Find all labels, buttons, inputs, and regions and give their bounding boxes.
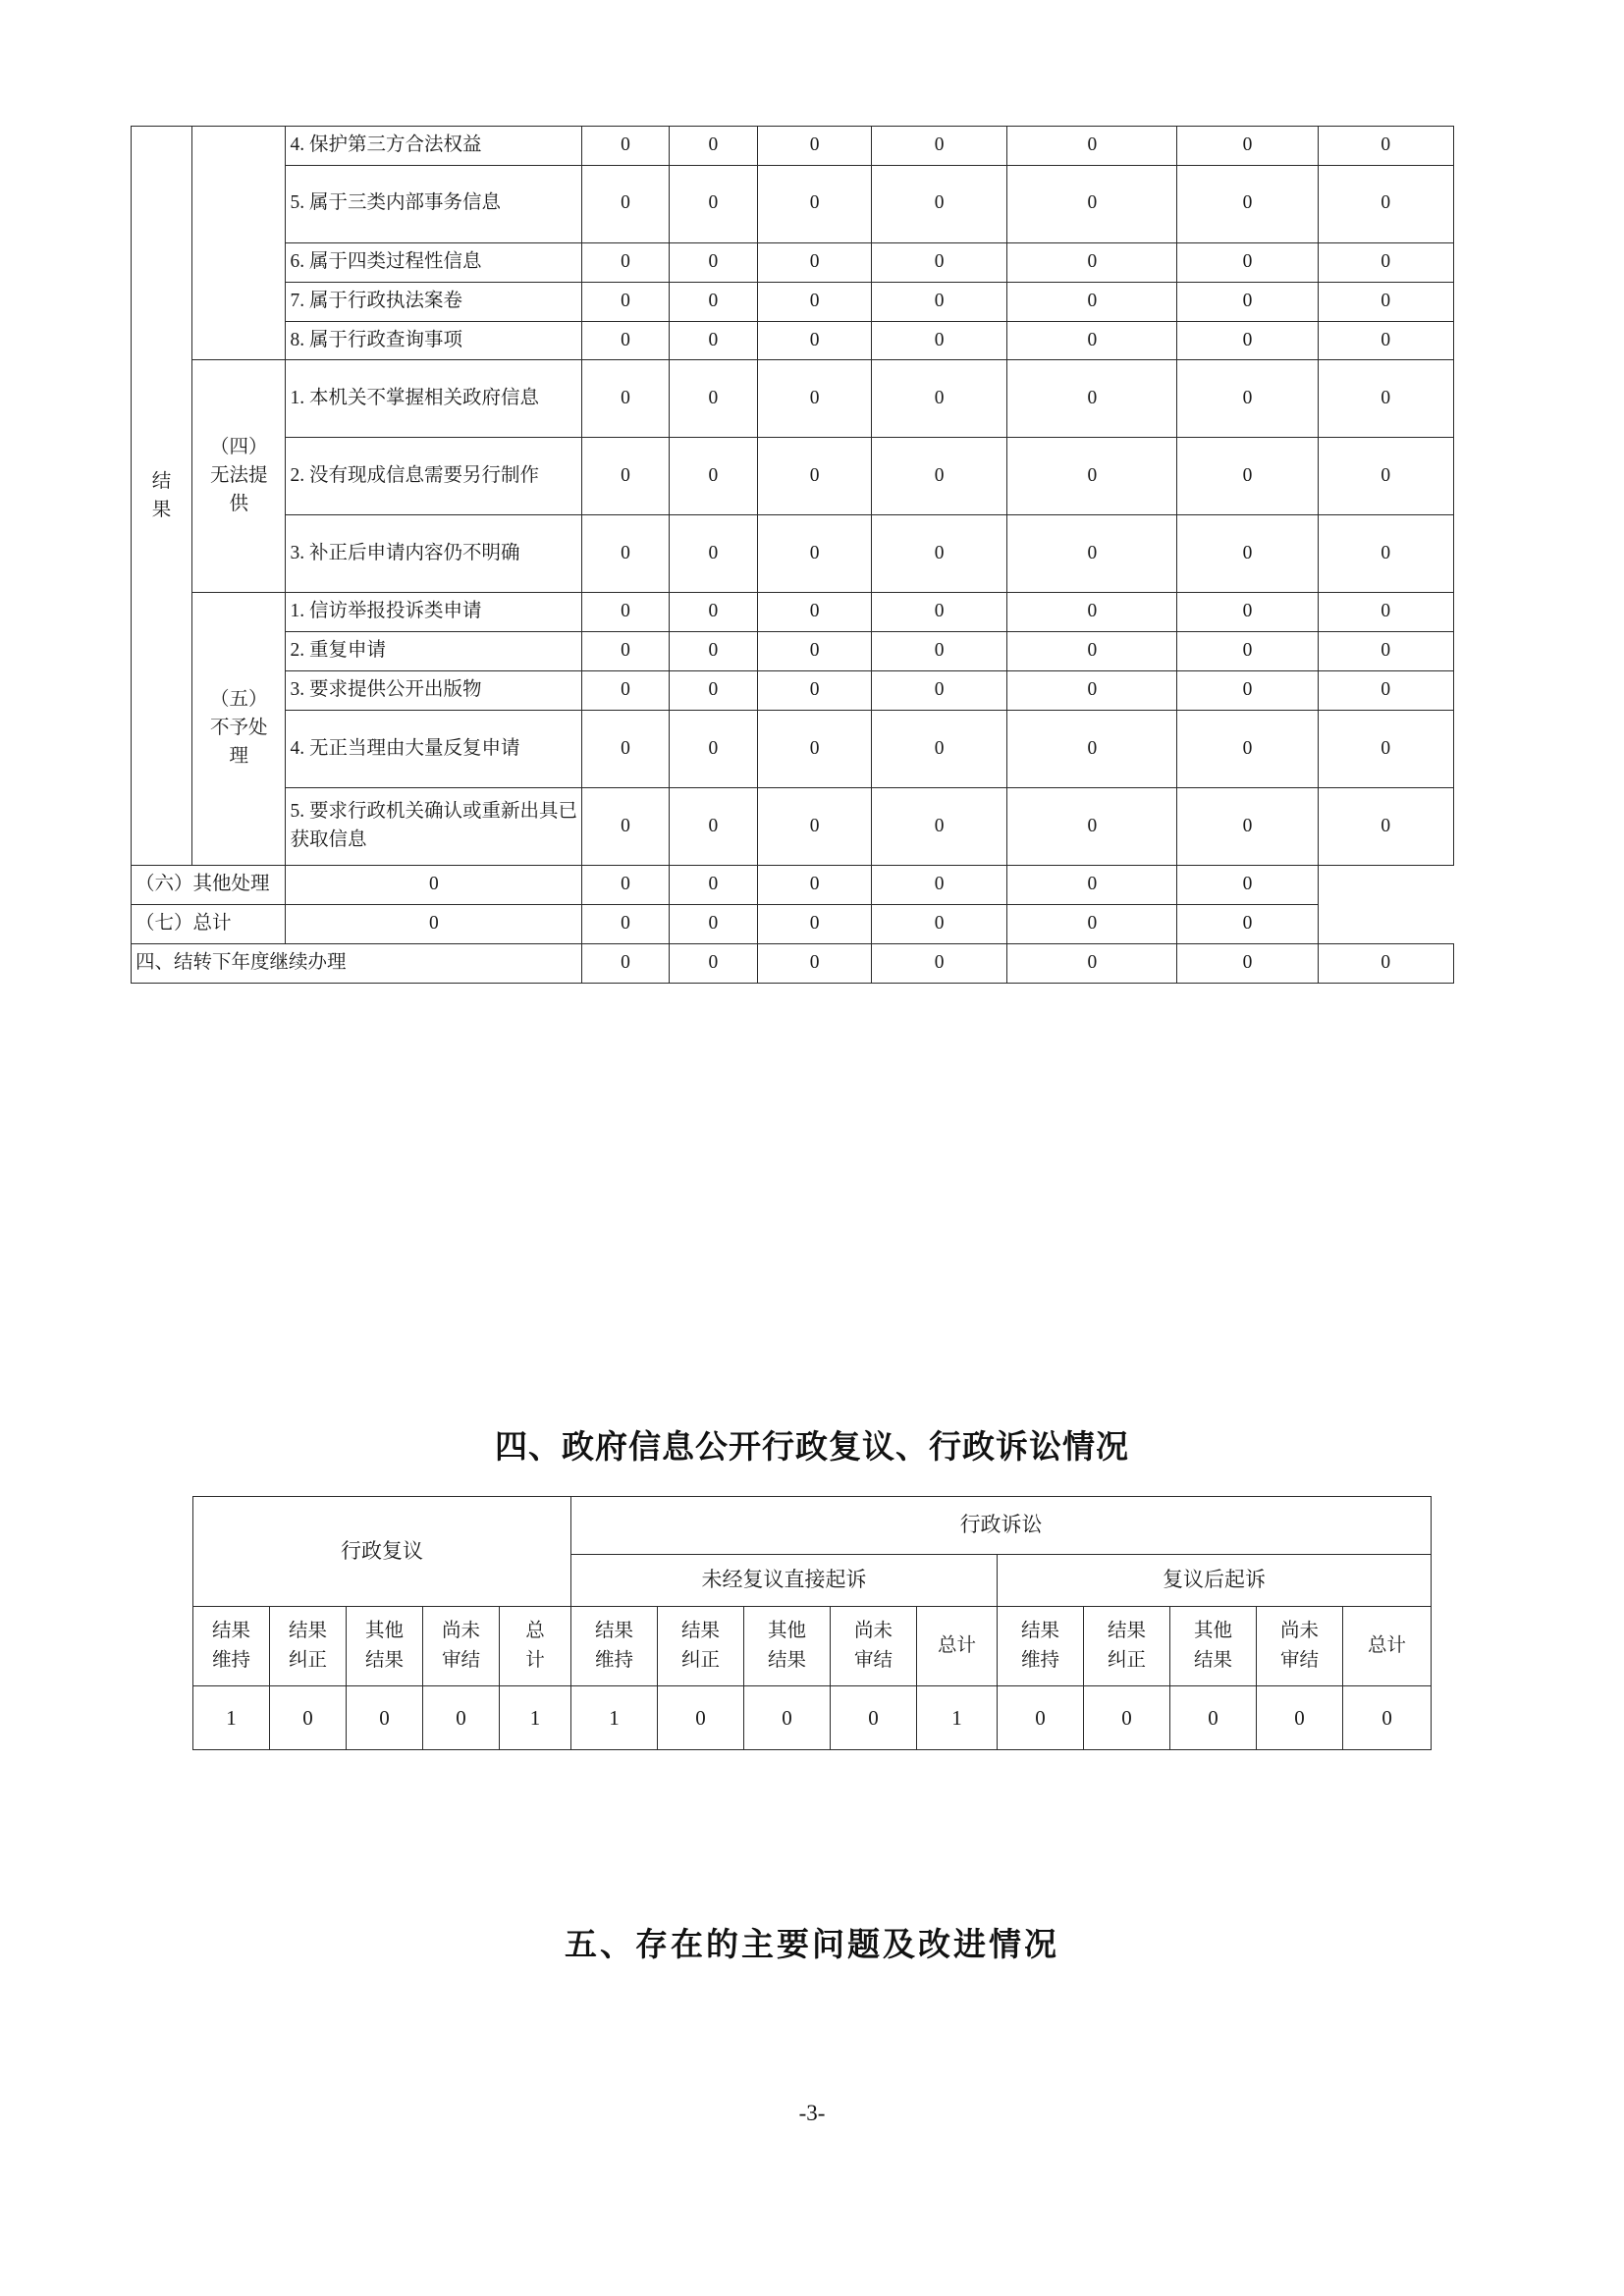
cell-value: 0 [871, 632, 1006, 671]
cell-value: 0 [1007, 360, 1177, 438]
header-line-2: 维持 [211, 1650, 250, 1672]
cell-value: 0 [871, 671, 1006, 711]
cell-value: 0 [1007, 242, 1177, 282]
cell-value: 0 [1177, 438, 1318, 515]
cell-value: 0 [1007, 515, 1177, 593]
group-label-not-processed [192, 593, 286, 866]
cell-value: 0 [1007, 438, 1177, 515]
table-row [132, 438, 1454, 515]
value-direct-upheld: 1 [571, 1686, 658, 1750]
col-header-direct-total: 总计 [917, 1607, 998, 1686]
header-line-2: 纠正 [1108, 1650, 1147, 1672]
group-label-unable-to-provide [192, 360, 286, 593]
cell-value: 0 [1318, 321, 1453, 360]
item-label: 5. 属于三类内部事务信息 [286, 165, 582, 242]
cell-value: 0 [1007, 788, 1177, 866]
cell-value: 0 [1177, 127, 1318, 166]
cell-value: 0 [582, 943, 669, 983]
table-header-row-groups [193, 1497, 1432, 1555]
col-header-after-pending [1257, 1607, 1343, 1686]
cell-value: 0 [1318, 242, 1453, 282]
cell-value: 0 [1007, 282, 1177, 321]
cell-value: 0 [758, 127, 872, 166]
cell-value: 0 [1318, 593, 1453, 632]
cell-value: 0 [669, 632, 758, 671]
cell-value: 0 [1177, 943, 1318, 983]
cell-value: 0 [871, 165, 1006, 242]
col-header-direct-upheld [571, 1607, 658, 1686]
cell-value: 0 [1177, 515, 1318, 593]
cell-value: 0 [758, 242, 872, 282]
cell-value: 0 [871, 593, 1006, 632]
header-line-2: 维持 [1021, 1650, 1060, 1672]
cell-value: 0 [758, 904, 872, 943]
col-header-after-other [1170, 1607, 1257, 1686]
result-vertical-label [132, 127, 192, 866]
value-after-upheld: 0 [998, 1686, 1084, 1750]
col-header-after-corrected [1084, 1607, 1170, 1686]
cell-value: 0 [1177, 866, 1318, 905]
cell-value: 0 [582, 788, 669, 866]
cell-value: 0 [1318, 671, 1453, 711]
value-reconsideration-total: 1 [500, 1686, 571, 1750]
header-line-2: 纠正 [288, 1650, 327, 1672]
cell-value: 0 [1007, 593, 1177, 632]
cell-value: 0 [871, 515, 1006, 593]
item-label: 1. 信访举报投诉类申请 [286, 593, 582, 632]
cell-value: 0 [871, 360, 1006, 438]
header-line-2: 维持 [595, 1650, 634, 1672]
cell-value: 0 [871, 438, 1006, 515]
item-label: 1. 本机关不掌握相关政府信息 [286, 360, 582, 438]
reconsideration-litigation-table [192, 1496, 1432, 1750]
cell-value: 0 [582, 904, 669, 943]
item-label: 6. 属于四类过程性信息 [286, 242, 582, 282]
value-after-pending: 0 [1257, 1686, 1343, 1750]
section-five-heading: 五、存在的主要问题及改进情况 [565, 1925, 1059, 1963]
table-row [132, 711, 1454, 788]
header-line-2: 审结 [854, 1650, 893, 1672]
cell-value: 0 [582, 866, 669, 905]
header-line-1: 结果 [288, 1621, 327, 1641]
cell-value: 0 [1007, 165, 1177, 242]
table-row [132, 360, 1454, 438]
table-value-row [193, 1686, 1432, 1750]
total-label: （七）总计 [132, 904, 286, 943]
cell-value: 0 [871, 943, 1006, 983]
item-label: 5. 要求行政机关确认或重新出具已获取信息 [286, 788, 582, 866]
table-row [132, 515, 1454, 593]
item-label: 2. 没有现成信息需要另行制作 [286, 438, 582, 515]
item-label: 3. 要求提供公开出版物 [286, 671, 582, 711]
result-label-char-2: 果 [151, 500, 172, 520]
cell-value: 0 [582, 321, 669, 360]
cell-value: 0 [1318, 632, 1453, 671]
cell-value: 0 [1177, 904, 1318, 943]
value-direct-corrected: 0 [658, 1686, 744, 1750]
table-row [132, 632, 1454, 671]
value-direct-total: 1 [917, 1686, 998, 1750]
cell-value: 0 [1318, 515, 1453, 593]
col-header-direct-other [744, 1607, 831, 1686]
header-line-2: 纠正 [681, 1650, 721, 1672]
cell-value: 0 [669, 127, 758, 166]
cell-value: 0 [871, 788, 1006, 866]
item-label: 2. 重复申请 [286, 632, 582, 671]
cell-value: 0 [582, 515, 669, 593]
cell-value: 0 [669, 866, 758, 905]
cell-value: 0 [1177, 711, 1318, 788]
group-label-line-3: 供 [229, 493, 248, 514]
header-line-1: 总 [525, 1621, 545, 1641]
col-header-reconsideration-upheld [193, 1607, 270, 1686]
cell-value: 0 [758, 788, 872, 866]
cell-value: 0 [758, 632, 872, 671]
cell-value: 0 [669, 515, 758, 593]
cell-value: 0 [582, 282, 669, 321]
subgroup-header-direct-litigation: 未经复议直接起诉 [571, 1555, 998, 1607]
item-label: 3. 补正后申请内容仍不明确 [286, 515, 582, 593]
cell-value: 0 [1318, 127, 1453, 166]
cell-value: 0 [1007, 711, 1177, 788]
cell-value: 0 [1007, 671, 1177, 711]
result-label-char-1: 结 [151, 470, 172, 492]
header-line-2: 审结 [441, 1650, 480, 1672]
header-line-1: 结果 [1108, 1621, 1147, 1641]
page-number: -3- [798, 2101, 826, 2125]
cell-value: 0 [669, 165, 758, 242]
table-header-row-columns [193, 1607, 1432, 1686]
cell-value: 0 [669, 671, 758, 711]
value-reconsideration-corrected: 0 [270, 1686, 347, 1750]
cell-value: 0 [758, 321, 872, 360]
cell-value: 0 [669, 711, 758, 788]
cell-value: 0 [1318, 165, 1453, 242]
col-header-reconsideration-pending [423, 1607, 500, 1686]
cell-value: 0 [758, 711, 872, 788]
section-four-heading: 四、政府信息公开行政复议、行政诉讼情况 [495, 1427, 1129, 1466]
cell-value: 0 [1177, 593, 1318, 632]
cell-value: 0 [1318, 943, 1453, 983]
cell-value: 0 [1007, 127, 1177, 166]
cell-value: 0 [669, 593, 758, 632]
header-line-2: 审结 [1280, 1650, 1320, 1672]
cell-value: 0 [1318, 711, 1453, 788]
cell-value: 0 [871, 127, 1006, 166]
cell-value: 0 [758, 593, 872, 632]
item-label: 4. 保护第三方合法权益 [286, 127, 582, 166]
cell-value: 0 [758, 515, 872, 593]
cell-value: 0 [1007, 321, 1177, 360]
cell-value: 0 [582, 242, 669, 282]
group-label-line-1: （四） [209, 437, 268, 458]
cell-value: 0 [669, 282, 758, 321]
subgroup-header-litigation-after-reconsideration: 复议后起诉 [998, 1555, 1432, 1607]
other-handling-label: （六）其他处理 [132, 866, 286, 905]
group-header-administrative-reconsideration: 行政复议 [193, 1497, 571, 1607]
cell-value: 0 [758, 165, 872, 242]
item-label: 7. 属于行政执法案卷 [286, 282, 582, 321]
cell-value: 0 [1007, 866, 1177, 905]
cell-value: 0 [1177, 360, 1318, 438]
col-header-after-upheld [998, 1607, 1084, 1686]
table-row [132, 282, 1454, 321]
cell-value: 0 [582, 438, 669, 515]
header-line-1: 其他 [364, 1621, 404, 1641]
cell-value: 0 [669, 360, 758, 438]
cell-value: 0 [1318, 788, 1453, 866]
col-header-reconsideration-other [347, 1607, 423, 1686]
carry-forward-label: 四、结转下年度继续办理 [132, 943, 582, 983]
cell-value: 0 [1318, 360, 1453, 438]
group-label-line-2: 不予处 [209, 718, 268, 739]
cell-value: 0 [669, 788, 758, 866]
cell-value: 0 [669, 438, 758, 515]
cell-value: 0 [582, 671, 669, 711]
group-label-line-2: 无法提 [209, 465, 268, 486]
value-reconsideration-upheld: 1 [193, 1686, 270, 1750]
value-after-corrected: 0 [1084, 1686, 1170, 1750]
cell-value: 0 [1177, 282, 1318, 321]
col-header-after-total: 总计 [1343, 1607, 1432, 1686]
header-line-1: 结果 [681, 1621, 721, 1641]
header-line-2: 计 [525, 1650, 545, 1672]
table-row [132, 242, 1454, 282]
header-line-2: 结果 [768, 1650, 807, 1672]
value-direct-pending: 0 [831, 1686, 917, 1750]
table-row-total [132, 904, 1454, 943]
cell-value: 0 [758, 866, 872, 905]
table-row [132, 165, 1454, 242]
cell-value: 0 [871, 866, 1006, 905]
group-header-administrative-litigation: 行政诉讼 [571, 1497, 1432, 1555]
table-row-carry-forward [132, 943, 1454, 983]
header-line-1: 尚未 [441, 1621, 480, 1641]
group-label-line-3: 理 [229, 746, 248, 768]
cell-value: 0 [1177, 788, 1318, 866]
value-after-total: 0 [1343, 1686, 1432, 1750]
value-reconsideration-pending: 0 [423, 1686, 500, 1750]
cell-value: 0 [582, 127, 669, 166]
item-label: 8. 属于行政查询事项 [286, 321, 582, 360]
header-line-1: 结果 [1021, 1621, 1060, 1641]
table-row [132, 127, 1454, 166]
col-header-reconsideration-corrected [270, 1607, 347, 1686]
cell-value: 0 [758, 943, 872, 983]
cell-value: 0 [871, 242, 1006, 282]
cell-value: 0 [1177, 632, 1318, 671]
cell-value: 0 [582, 360, 669, 438]
header-line-1: 其他 [1194, 1621, 1233, 1641]
table-row-other-handling [132, 866, 1454, 905]
cell-value: 0 [871, 282, 1006, 321]
cell-value: 0 [758, 360, 872, 438]
col-header-direct-corrected [658, 1607, 744, 1686]
table-row [132, 788, 1454, 866]
cell-value: 0 [286, 866, 582, 905]
cell-value: 0 [582, 593, 669, 632]
col-header-direct-pending [831, 1607, 917, 1686]
cell-value: 0 [1318, 438, 1453, 515]
cell-value: 0 [1007, 904, 1177, 943]
header-line-1: 结果 [211, 1621, 250, 1641]
cell-value: 0 [669, 242, 758, 282]
cell-value: 0 [1318, 282, 1453, 321]
group-label-line-1: （五） [209, 689, 268, 711]
value-direct-other: 0 [744, 1686, 831, 1750]
cell-value: 0 [871, 321, 1006, 360]
table-row [132, 593, 1454, 632]
table-row [132, 321, 1454, 360]
col-header-reconsideration-total [500, 1607, 571, 1686]
value-after-other: 0 [1170, 1686, 1257, 1750]
group-label-blank [192, 127, 286, 360]
header-line-1: 其他 [768, 1621, 807, 1641]
cell-value: 0 [1007, 943, 1177, 983]
cell-value: 0 [1177, 671, 1318, 711]
cell-value: 0 [1177, 242, 1318, 282]
cell-value: 0 [582, 632, 669, 671]
cell-value: 0 [669, 943, 758, 983]
cell-value: 0 [582, 165, 669, 242]
cell-value: 0 [1007, 632, 1177, 671]
cell-value: 0 [286, 904, 582, 943]
value-reconsideration-other: 0 [347, 1686, 423, 1750]
header-line-2: 结果 [1194, 1650, 1233, 1672]
header-line-1: 尚未 [854, 1621, 893, 1641]
item-label: 4. 无正当理由大量反复申请 [286, 711, 582, 788]
header-line-2: 结果 [364, 1650, 404, 1672]
cell-value: 0 [871, 904, 1006, 943]
cell-value: 0 [669, 321, 758, 360]
cell-value: 0 [1177, 321, 1318, 360]
header-line-1: 结果 [595, 1621, 634, 1641]
header-line-1: 尚未 [1280, 1621, 1320, 1641]
cell-value: 0 [871, 711, 1006, 788]
cell-value: 0 [758, 282, 872, 321]
cell-value: 0 [1177, 165, 1318, 242]
cell-value: 0 [758, 438, 872, 515]
cell-value: 0 [582, 711, 669, 788]
cell-value: 0 [758, 671, 872, 711]
cell-value: 0 [669, 904, 758, 943]
application-handling-table [131, 126, 1454, 984]
table-row [132, 671, 1454, 711]
